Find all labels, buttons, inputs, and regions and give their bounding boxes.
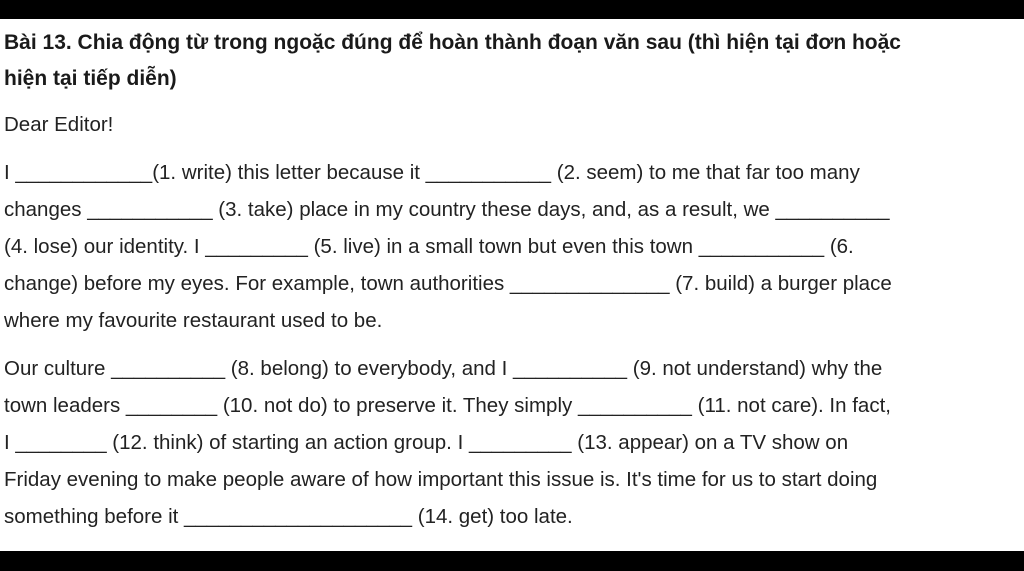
paragraph-1 — [4, 154, 1010, 339]
text-line: where my favourite restaurant used to be. — [4, 309, 383, 332]
exercise-title — [4, 25, 1010, 97]
exercise-document — [0, 19, 1024, 551]
text-line: change) before my eyes. For example, town authorities ______________ (7. build) a burger place — [4, 272, 892, 295]
title-line: hiện tại tiếp diễn) — [4, 67, 177, 90]
text-line: Friday evening to make people aware of how important this issue is. It's time for us to start doing — [4, 468, 878, 491]
text-line: I ________ (12. think) of starting an action group. I _________ (13. appear) on a TV show on — [4, 431, 849, 454]
text-line: (4. lose) our identity. I _________ (5. live) in a small town but even this town ___________ (6. — [4, 235, 854, 258]
greeting: Dear Editor! — [4, 113, 114, 136]
text-line: Our culture __________ (8. belong) to everybody, and I __________ (9. not understand) why the — [4, 357, 883, 380]
text-line: something before it ____________________ (14. get) too late. — [4, 505, 573, 528]
text-line: changes ___________ (3. take) place in my country these days, and, as a result, we __________ — [4, 198, 890, 221]
text-line: town leaders ________ (10. not do) to preserve it. They simply __________ (11. not care). In fact, — [4, 394, 891, 417]
title-line: Bài 13. Chia động từ trong ngoặc đúng để hoàn thành đoạn văn sau (thì hiện tại đơn hoặc — [4, 31, 901, 54]
text-line: I ____________(1. write) this letter because it ___________ (2. seem) to me that far too many — [4, 161, 860, 184]
paragraph-2 — [4, 350, 1010, 535]
